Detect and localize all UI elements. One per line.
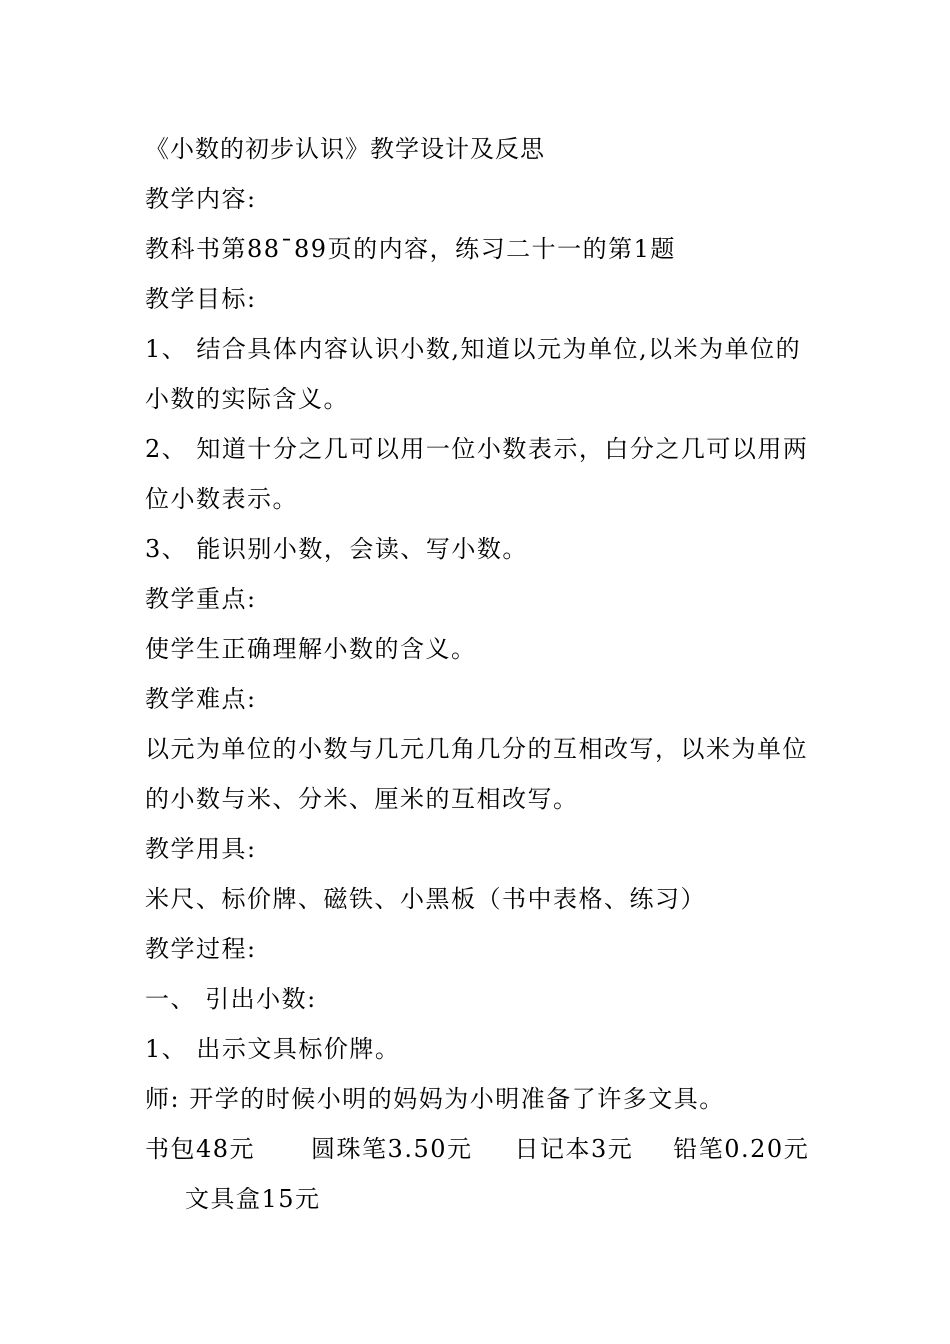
teaching-content-heading: 教学内容: bbox=[145, 185, 257, 213]
price-item-ballpoint-pen: 圆珠笔3.50元 bbox=[311, 1135, 473, 1163]
key-point-text: 使学生正确理解小数的含义。 bbox=[145, 635, 477, 663]
tools-heading: 教学用具: bbox=[145, 835, 257, 863]
key-point-heading: 教学重点: bbox=[145, 585, 257, 613]
objective-item-3: 3、 能识别小数，会读、写小数。 bbox=[145, 535, 528, 563]
teacher-line: 师: 开学的时候小明的妈妈为小明准备了许多文具。 bbox=[145, 1085, 725, 1113]
objective-item-2: 2、 知道十分之几可以用一位小数表示，白分之几可以用两位小数表示。 bbox=[145, 435, 809, 513]
price-item-diary: 日记本3元 bbox=[514, 1135, 634, 1163]
difficulty-heading: 教学难点: bbox=[145, 685, 257, 713]
price-item-pencil-case: 文具盒15元 bbox=[185, 1185, 321, 1213]
price-item-schoolbag: 书包48元 bbox=[145, 1135, 256, 1163]
objective-item-1: 1、 结合具体内容认识小数,知道以元为单位,以米为单位的小数的实际含义。 bbox=[145, 335, 802, 413]
process-heading: 教学过程: bbox=[145, 935, 257, 963]
price-list bbox=[145, 1124, 810, 1224]
step-one-text: 1、 出示文具标价牌。 bbox=[145, 1035, 401, 1063]
tools-text: 米尺、标价牌、磁铁、小黑板（书中表格、练习） bbox=[145, 885, 706, 913]
teaching-objectives-heading: 教学目标: bbox=[145, 285, 257, 313]
document-body bbox=[145, 124, 810, 1224]
section-one-heading: 一、 引出小数: bbox=[145, 985, 317, 1013]
difficulty-text: 以元为单位的小数与几元几角几分的互相改写，以米为单位的小数与米、分米、厘米的互相改写。 bbox=[145, 735, 808, 813]
teaching-content-text: 教科书第88¯89页的内容，练习二十一的第1题 bbox=[145, 235, 676, 263]
price-item-pencil: 铅笔0.20元 bbox=[673, 1135, 810, 1163]
document-title: 《小数的初步认识》教学设计及反思 bbox=[145, 135, 545, 163]
